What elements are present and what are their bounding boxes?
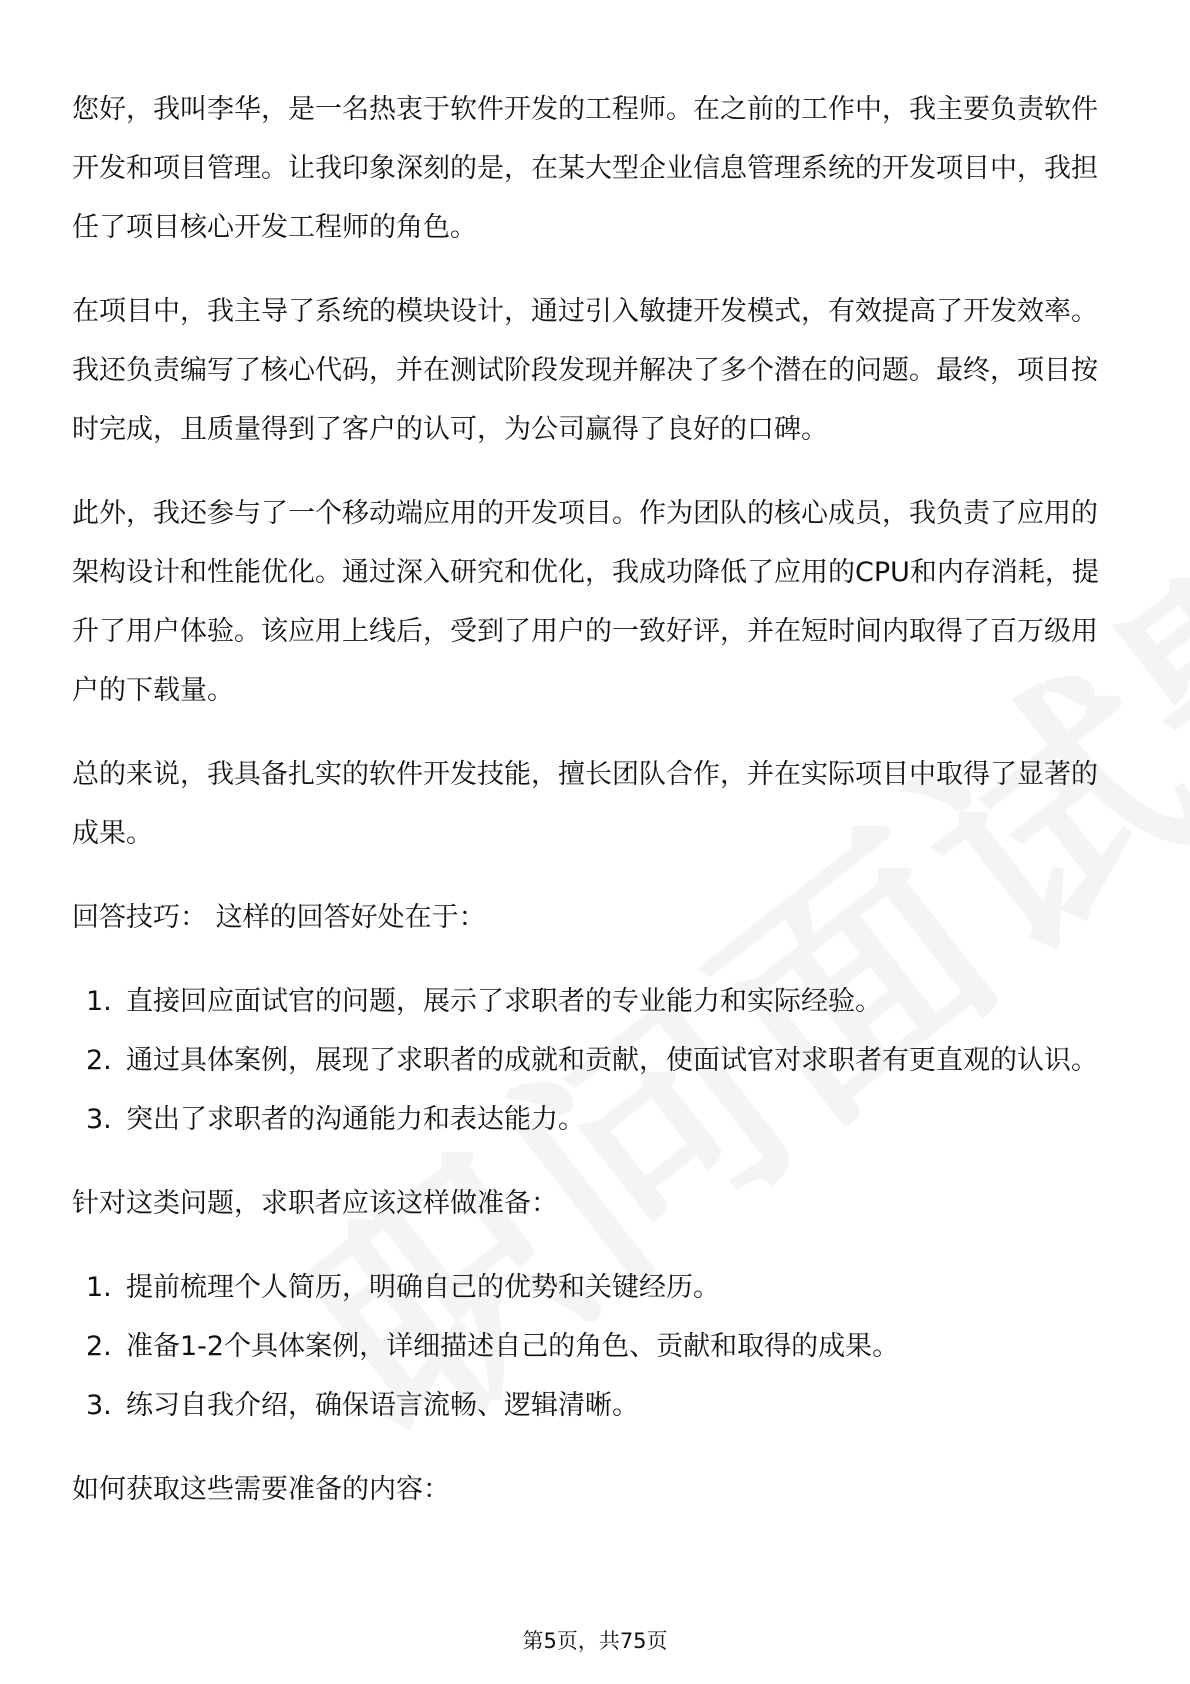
list-item: [72, 1258, 1120, 1317]
list-item: [72, 1031, 1120, 1090]
list-item-text: 准备1-2个具体案例，详细描述自己的角色、贡献和取得的成果。: [126, 1331, 900, 1362]
prep-heading: 针对这类问题，求职者应该这样做准备：: [72, 1188, 558, 1219]
list-number: 2.: [86, 1331, 112, 1362]
page-footer: 第5页，共75页: [522, 1629, 668, 1653]
list-number: 2.: [86, 1045, 112, 1076]
list-number: 1.: [86, 1272, 112, 1303]
list-item: [72, 1317, 1120, 1376]
mobile-project-paragraph: 此外，我还参与了一个移动端应用的开发项目。作为团队的核心成员，我负责了应用的架构设计和性能优化。通过深入研究和优化，我成功降低了应用的CPU和内存消耗，提升了用户体验。该应用上线后，受到了用户的一致好评，并在短时间内取得了百万级用户的下载量。: [72, 498, 1099, 706]
list-item: [72, 1376, 1120, 1435]
list-item-text: 提前梳理个人简历，明确自己的优势和关键经历。: [126, 1272, 720, 1303]
list-number: 3.: [86, 1390, 112, 1421]
summary-paragraph: 总的来说，我具备扎实的软件开发技能，擅长团队合作，并在实际项目中取得了显著的成果。: [72, 759, 1098, 849]
list-number: 3.: [86, 1104, 112, 1135]
list-item-text: 直接回应面试官的问题，展示了求职者的专业能力和实际经验。: [126, 986, 882, 1017]
document-body: [72, 80, 1120, 1544]
list-item: [72, 972, 1120, 1031]
list-item: [72, 1090, 1120, 1149]
project-paragraph: 在项目中，我主导了系统的模块设计，通过引入敏捷开发模式，有效提高了开发效率。我还负责编写了核心代码，并在测试阶段发现并解决了多个潜在的问题。最终，项目按时完成，且质量得到了客户的认可，为公司赢得了良好的口碑。: [72, 296, 1098, 445]
list-item-text: 突出了求职者的沟通能力和表达能力。: [126, 1104, 585, 1135]
list-number: 1.: [86, 986, 112, 1017]
tips-heading: 回答技巧： 这样的回答好处在于：: [72, 902, 486, 933]
tips-list: [72, 972, 1120, 1149]
prep-list: [72, 1258, 1120, 1435]
list-item-text: 练习自我介绍，确保语言流畅、逻辑清晰。: [126, 1390, 639, 1421]
intro-paragraph: 您好，我叫李华，是一名热衷于软件开发的工程师。在之前的工作中，我主要负责软件开发和项目管理。让我印象深刻的是，在某大型企业信息管理系统的开发项目中，我担任了项目核心开发工程师的角色。: [72, 94, 1098, 243]
final-heading: 如何获取这些需要准备的内容：: [72, 1474, 450, 1505]
list-item-text: 通过具体案例，展现了求职者的成就和贡献，使面试官对求职者有更直观的认识。: [126, 1045, 1098, 1076]
